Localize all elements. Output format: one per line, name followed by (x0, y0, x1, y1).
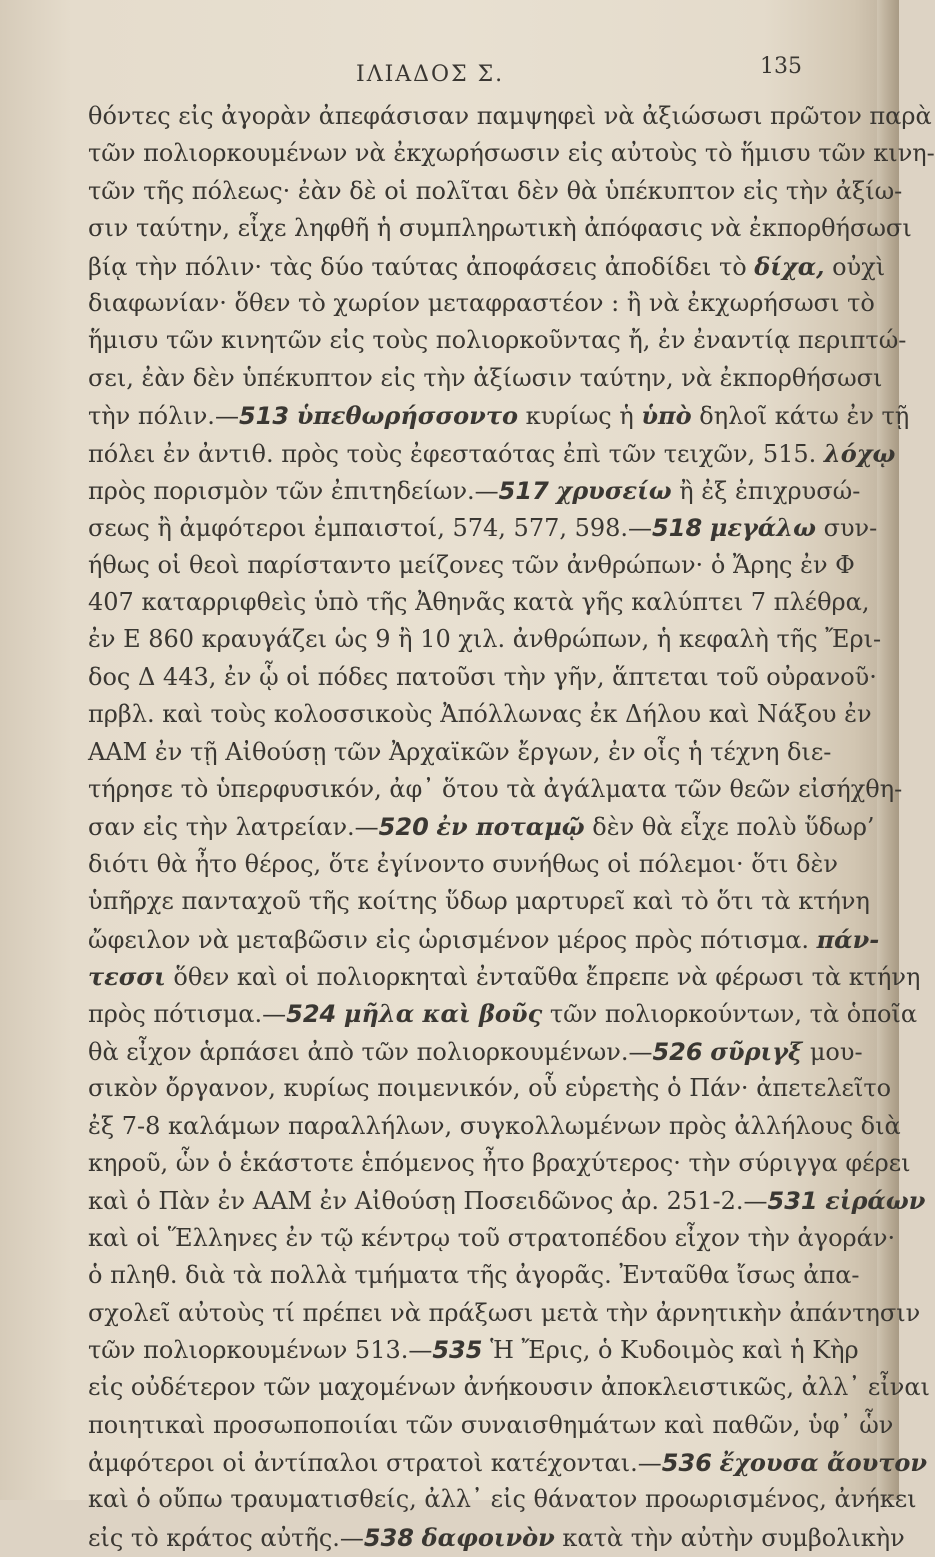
text-segment: σχολεῖ αὐτοὺς τί πρέπει νὰ πράξωσι μετὰ τὴν ἀρνητικὴν ἀπάντησιν (88, 1298, 921, 1327)
text-segment: τῶν τῆς πόλεως· ἐὰν δὲ οἱ πολῖται δὲν θὰ ὑπέκυπτον εἰς τὴν ἀξίω- (88, 176, 903, 205)
text-line (88, 1033, 863, 1070)
text-segment: τῶν πολιορκούντων, τὰ ὁποῖα (542, 1000, 918, 1029)
text-line (88, 1257, 860, 1294)
text-line (88, 1481, 917, 1518)
lemma-term: λόχῳ (823, 438, 896, 468)
text-segment: σει, ἐὰν δὲν ὑπέκυπτον εἰς τὴν ἀξίωσιν ταύτην, νὰ ἐκπορθήσωσι (88, 363, 883, 392)
text-segment: σεως ἢ ἀμφότεροι ἐμπαιστοί, 574, 577, 598.— (88, 514, 653, 543)
text-segment: ήθως οἱ θεοὶ παρίσταντο μείζονες τῶν ἀνθρώπων· ὁ Ἄρης ἐν Φ (88, 550, 855, 579)
text-segment: πόλει ἐν ἀντιθ. πρὸς τοὺς ἐφεσταότας ἐπὶ τῶν τειχῶν, 515. (88, 439, 824, 468)
text-line (88, 1369, 930, 1406)
text-segment: τῶν πολιορκουμένων νὰ ἐκχωρήσωσιν εἰς αὐτοὺς τὸ ἥμισυ τῶν κινη- (88, 139, 935, 168)
text-line (88, 397, 910, 434)
text-segment: σιν ταύτην, εἶχε ληφθῆ ἡ συμπληρωτικὴ ἀπόφασις νὰ ἐκπορθήσωσι (88, 214, 912, 243)
text-segment: διότι θὰ ἦτο θέρος, ὅτε ἐγίνοντο συνήθως οἱ πόλεμοι· ὅτι δὲν (88, 849, 838, 878)
text-line (88, 883, 870, 920)
text-segment: ἥμισυ τῶν κινητῶν εἰς τοὺς πολιορκοῦντας ἤ, ἐν ἐναντίᾳ περιπτώ- (88, 326, 907, 355)
text-segment: θόντες εἰς ἀγορὰν ἀπεφάσισαν παμψηφεὶ νὰ ἀξιώσωσι πρῶτον παρὰ (88, 102, 932, 130)
running-head: ΙΛΙΑΔΟΣ Σ. (356, 62, 505, 87)
text-line (88, 1444, 928, 1481)
verse-reference: 536 (661, 1449, 712, 1478)
text-segment: ὁ πληθ. διὰ τὰ πολλὰ τμήματα τῆς ἀγορᾶς. Ἐνταῦθα ἴσως ἀπα- (88, 1261, 860, 1290)
text-line (88, 808, 875, 845)
text-segment: καὶ ὁ οὔπω τραυματισθείς, ἀλλ᾽ εἰς θάνατον προωρισμένος, ἀνήκει (88, 1485, 917, 1514)
text-line (88, 98, 932, 135)
text-line (88, 285, 875, 322)
text-line (88, 1070, 892, 1107)
verse-reference: 535 (432, 1335, 483, 1364)
text-line (88, 173, 903, 210)
text-line (88, 621, 882, 658)
text-line (88, 509, 878, 546)
text-segment: καὶ οἱ Ἕλληνες ἐν τῷ κέντρῳ τοῦ στρατοπέδου εἶχον τὴν ἀγοράν· (88, 1223, 896, 1252)
verse-reference: 526 (652, 1037, 703, 1066)
text-segment: κηροῦ, ὧν ὁ ἑκάστοτε ἑπόμενος ἦτο βραχύτερος· τὴν σύριγγα φέρει (88, 1148, 911, 1177)
text-line (88, 1182, 926, 1219)
text-line (88, 921, 880, 958)
text-line (88, 1295, 921, 1332)
text-segment: θὰ εἶχον ἁρπάσει ἀπὸ τῶν πολιορκουμένων.— (88, 1037, 653, 1066)
text-line (88, 472, 861, 509)
text-segment: ΑΑΜ ἐν τῇ Αἰθούσῃ τῶν Ἀρχαϊκῶν ἔργων, ἐν οἷς ἡ τέχνη διε- (88, 737, 832, 766)
lemma-term: πάν- (816, 924, 880, 954)
text-line (88, 958, 921, 995)
text-segment: σαν εἰς τὴν λατρείαν.— (88, 813, 379, 842)
lemma-term: σῦριγξ (710, 1036, 803, 1066)
verse-reference: 524 (286, 1000, 337, 1029)
text-segment: διαφωνίαν· ὅθεν τὸ χωρίον μεταφραστέον : ἢ νὰ ἐκχωρήσωσι τὸ (88, 288, 875, 317)
lemma-term: μῆλα καὶ βοῦς (343, 999, 543, 1029)
lemma-term: ὑπὸ (641, 401, 692, 431)
text-segment: Ἡ Ἔρις, ὁ Κυδοιμὸς καὶ ἡ Κὴρ (482, 1335, 859, 1364)
text-line (88, 360, 883, 397)
text-line (88, 210, 912, 247)
verse-reference: 517 (498, 476, 549, 505)
text-segment (336, 1000, 344, 1028)
lemma-term: μεγάλω (709, 513, 816, 543)
text-line (88, 846, 838, 883)
text-segment: καὶ ὁ Πὰν ἐν ΑΑΜ ἐν Αἰθούσῃ Ποσειδῶνος ἀρ. 251-2.— (88, 1187, 768, 1216)
text-segment: ἐξ 7-8 καλάμων παραλλήλων, συγκολλωμένων πρὸς ἀλλήλους διὰ (88, 1111, 901, 1140)
text-line (88, 1108, 901, 1145)
verse-reference: 513 (238, 402, 290, 431)
text-segment (702, 514, 710, 542)
text-line (88, 1519, 905, 1556)
text-segment (712, 1449, 720, 1477)
text-segment: κυρίως ἡ (517, 402, 642, 431)
page-header (0, 52, 899, 92)
text-segment: οὐχὶ (824, 252, 886, 281)
text-line (88, 584, 870, 621)
text-segment: τήρησε τὸ ὑπερφυσικόν, ἀφ᾽ ὅτου τὰ ἀγάλματα τῶν θεῶν εἰσήχθη- (88, 775, 903, 804)
text-segment: κατὰ τὴν αὐτὴν συμβολικὴν (554, 1523, 905, 1552)
text-segment: μου- (802, 1037, 863, 1066)
text-segment: τὴν πόλιν.— (88, 402, 239, 431)
text-line (88, 995, 918, 1032)
text-line (88, 248, 886, 285)
verse-reference: 520 (378, 813, 429, 842)
text-segment: βίᾳ τὴν πόλιν· τὰς δύο ταύτας ἀποφάσεις ἀποδίδει τὸ (88, 252, 755, 281)
text-line (88, 1407, 894, 1444)
lemma-term: χρυσείω (556, 475, 672, 505)
lemma-term: εἰράων (825, 1186, 926, 1216)
lemma-term: δαφοινὸν (421, 1522, 555, 1552)
text-segment: ὅθεν καὶ οἱ πολιορκηταὶ ἐνταῦθα ἔπρεπε νὰ φέρωσι τὰ κτήνη (165, 962, 921, 991)
text-segment: ὑπῆρχε πανταχοῦ τῆς κοίτης ὕδωρ μαρτυρεῖ καὶ τὸ ὅτι τὰ κτήνη (88, 887, 870, 916)
page-number: 135 (760, 54, 802, 79)
text-segment: πρβλ. καὶ τοὺς κολοσσικοὺς Ἀπόλλωνας ἐκ Δήλου καὶ Νάξου ἐν (88, 700, 872, 729)
text-line (88, 696, 872, 733)
text-segment: σικὸν ὄργανον, κυρίως ποιμενικόν, οὗ εὑρετὴς ὁ Πάν· ἀπετελεῖτο (88, 1074, 892, 1103)
lemma-term: ἔχουσα ἄουτον (719, 1448, 928, 1478)
verse-reference: 538 (363, 1523, 415, 1552)
text-segment: 407 καταρριφθεὶς ὑπὸ τῆς Ἀθηνᾶς κατὰ γῆς καλύπτει 7 πλέθρα, (88, 588, 870, 617)
text-line (88, 659, 877, 696)
text-line (88, 1220, 896, 1257)
lemma-term: δίχα, (754, 251, 825, 281)
text-segment: συν- (815, 514, 878, 543)
text-segment (414, 1524, 422, 1552)
text-segment: πρὸς πότισμα.— (88, 1000, 287, 1029)
text-segment: ὤφειλον νὰ μεταβῶσιν εἰς ὡρισμένον μέρος πρὸς πότισμα. (88, 925, 817, 954)
text-line (88, 435, 896, 472)
lemma-term: ἐν ποταμῷ (436, 812, 585, 842)
text-segment: ἀμφότεροι οἱ ἀντίπαλοι στρατοὶ κατέχονται.— (88, 1449, 662, 1478)
text-segment: τῶν πολιορκουμένων 513.— (88, 1335, 433, 1364)
text-segment: δὲν θὰ εἶχε πολὺ ὕδωρ’ (584, 813, 875, 842)
text-line (88, 322, 907, 359)
text-line (88, 1145, 911, 1182)
commentary-text (88, 98, 935, 1556)
verse-reference: 518 (652, 514, 703, 543)
text-segment (289, 402, 297, 430)
text-segment: εἰς οὐδέτερον τῶν μαχομένων ἀνήκουσιν ἀποκλειστικῶς, ἀλλ᾽ εἶναι (88, 1373, 930, 1402)
text-line (88, 771, 903, 808)
text-segment: εἰς τὸ κράτος αὐτῆς.— (88, 1523, 364, 1552)
verse-reference: 531 (767, 1187, 818, 1216)
text-line (88, 135, 935, 172)
text-segment: δος Δ 443, ἐν ᾧ οἱ πόδες πατοῦσι τὴν γῆν, ἅπτεται τοῦ οὐρανοῦ· (88, 662, 877, 691)
text-line (88, 734, 832, 771)
lemma-term: ὑπεθωρήσσοντο (296, 401, 518, 431)
text-segment: ἐν Ε 860 κραυγάζει ὡς 9 ἢ 10 χιλ. ἀνθρώπων, ἡ κεφαλὴ τῆς Ἔρι- (88, 625, 882, 654)
text-segment: πρὸς πορισμὸν τῶν ἐπιτηδείων.— (88, 476, 499, 505)
text-line (88, 547, 855, 584)
text-segment: ποιητικαὶ προσωποποιίαι τῶν συναισθημάτων καὶ παθῶν, ὑφ᾽ ὧν (88, 1410, 894, 1439)
text-segment: ἢ ἐξ ἐπιχρυσώ- (671, 476, 861, 505)
lemma-term: τεσσι (88, 961, 166, 991)
text-segment: δηλοῖ κάτω ἐν τῇ (691, 402, 910, 431)
text-line (88, 1332, 859, 1369)
